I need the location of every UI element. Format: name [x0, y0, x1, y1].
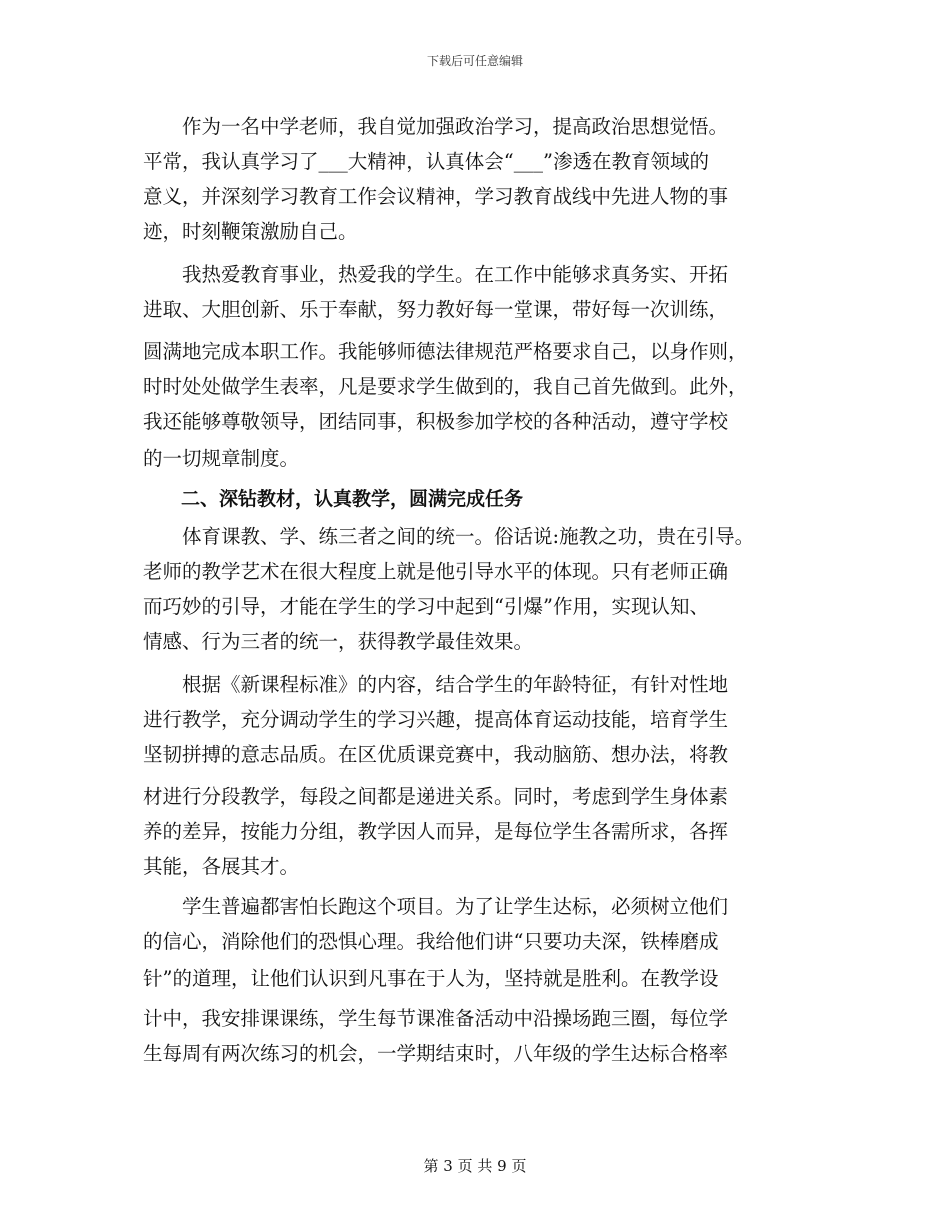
text-line: 计中，我安排课课练，学生每节课准备活动中沿操场跑三圈，每位学 — [143, 1007, 729, 1030]
text-line: 针”的道理，让他们认识到凡事在于人为，坚持就是胜利。在教学设 — [143, 967, 719, 990]
text-line: 进行教学，充分调动学生的学习兴趣，提高体育运动技能，培育学生 — [143, 708, 729, 731]
page-number-footer: 第 3 页 共 9 页 — [423, 1157, 527, 1175]
text-line: 我热爱教育事业，热爱我的学生。在工作中能够求真务实、开拓 — [143, 263, 729, 286]
text-line: 养的差异，按能力分组，教学因人而异，是每位学生各需所求，各挥 — [143, 820, 729, 843]
page-header: 下载后可任意编辑 — [426, 54, 523, 68]
text-line: 平常，我认真学习了___大精神，认真体会“___”渗透在教育领域的 — [143, 150, 709, 173]
text-line: 学生普遍都害怕长跑这个项目。为了让学生达标，必须树立他们 — [143, 895, 729, 918]
text-line: 的信心，消除他们的恐惧心理。我给他们讲“只要功夫深，铁棒磨成 — [143, 930, 719, 953]
text-line: 根据《新课程标准》的内容，结合学生的年龄特征，有针对性地 — [143, 673, 729, 696]
text-line: 情感、行为三者的统一，获得教学最佳效果。 — [143, 630, 534, 653]
text-line: 材进行分段教学，每段之间都是递进关系。同时，考虑到学生身体素 — [143, 785, 729, 808]
text-line: 进取、大胆创新、乐于奉献，努力教好每一堂课，带好每一次训练， — [143, 298, 729, 321]
text-line: 其能，各展其才。 — [143, 855, 300, 878]
text-line: 作为一名中学老师，我自觉加强政治学习，提高政治思想觉悟。 — [143, 115, 729, 138]
text-line: 迹，时刻鞭策激励自己。 — [143, 220, 358, 243]
text-line: 体育课教、学、练三者之间的统一。俗话说:施教之功，贵在引导。 — [143, 525, 755, 548]
text-line: 我还能够尊敬领导，团结同事，积极参加学校的各种活动，遵守学校 — [143, 410, 729, 433]
text-line: 意义，并深刻学习教育工作会议精神，学习教育战线中先进人物的事 — [143, 185, 729, 208]
text-line: 时时处处做学生表率，凡是要求学生做到的，我自己首先做到。此外， — [143, 375, 748, 398]
text-line: 生每周有两次练习的机会，一学期结束时，八年级的学生达标合格率 — [143, 1042, 729, 1065]
text-line: 坚韧拼搏的意志品质。在区优质课竞赛中，我动脑筋、想办法，将教 — [143, 743, 729, 766]
text-line: 老师的教学艺术在很大程度上就是他引导水平的体现。只有老师正确 — [143, 560, 729, 583]
text-line: 圆满地完成本职工作。我能够师德法律规范严格要求自己，以身作则， — [143, 340, 748, 363]
section-heading: 二、深钻教材，认真教学，圆满完成任务 — [143, 488, 524, 510]
text-line: 而巧妙的引导，才能在学生的学习中起到“引爆”作用，实现认知、 — [143, 595, 709, 618]
text-line: 的一切规章制度。 — [143, 447, 300, 470]
